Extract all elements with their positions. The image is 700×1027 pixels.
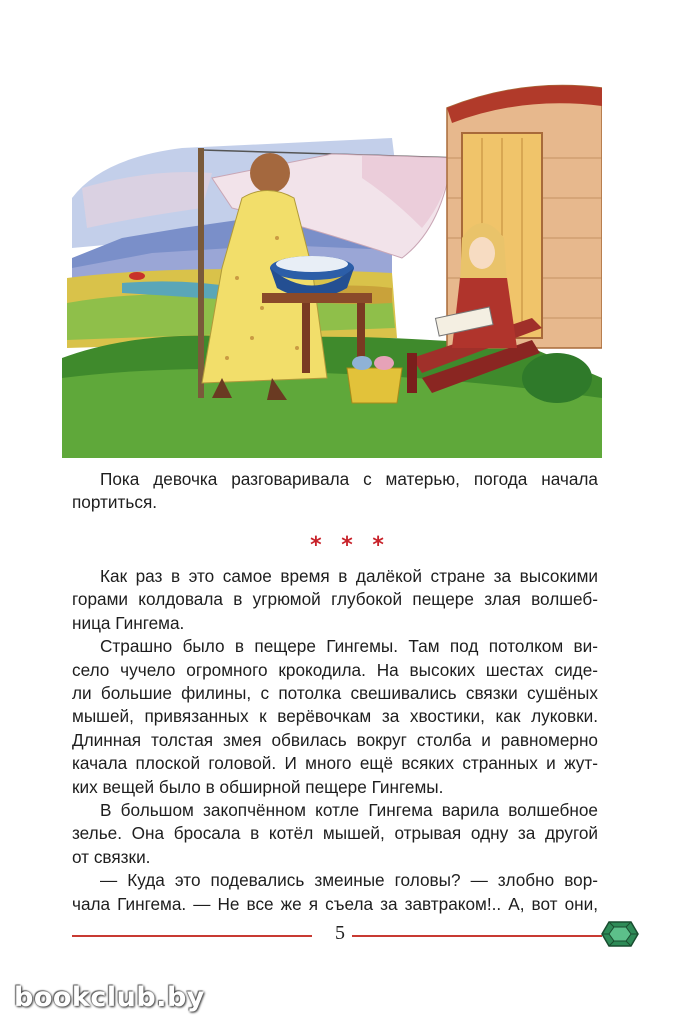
paragraph bbox=[72, 468, 598, 515]
watermark: bookclub.by bbox=[14, 982, 205, 1013]
text-line: мышей, привязанных к верёвочкам за хвостики, как луковки. bbox=[72, 706, 598, 727]
text-line: ких вещей было в обширной пещере Гингемы. bbox=[72, 776, 444, 797]
main-text bbox=[72, 565, 598, 916]
text-line: село чучело огромного крокодила. На высоких шестах сиде- bbox=[72, 659, 598, 680]
intro-paragraph bbox=[72, 468, 598, 515]
text-line: В большом закопчённом котле Гингема варила волшебное bbox=[100, 800, 598, 821]
text-line: Длинная толстая змея обвилась вокруг столба и равномерно bbox=[72, 729, 598, 750]
text-line: зелье. Она бросала в котёл мышей, отрывая одну за другой bbox=[72, 823, 598, 844]
text-line: ли большие филины, с потолка свешивались связки сушёных bbox=[72, 683, 598, 704]
text-line: чала Гингема. — Не все же я съела за завтраком!.. А, вот они, bbox=[72, 893, 598, 914]
book-illustration-icon bbox=[62, 78, 602, 458]
text-line: портиться. bbox=[72, 492, 158, 513]
emerald-icon bbox=[601, 918, 639, 950]
section-separator: * * * bbox=[310, 533, 390, 558]
paragraph bbox=[72, 565, 598, 635]
text-line: качала плоской головой. И много ещё всяких странных и жут- bbox=[72, 753, 598, 774]
paragraph bbox=[72, 635, 598, 799]
footer-rule-right bbox=[352, 935, 602, 937]
paragraph bbox=[72, 869, 598, 916]
paragraph bbox=[72, 799, 598, 869]
text-line: ница Гингема. bbox=[72, 612, 185, 633]
text-line: Пока девочка разговаривала с матерью, погода начала bbox=[100, 469, 598, 489]
text-line: Страшно было в пещере Гингемы. Там под потолком ви- bbox=[100, 636, 598, 657]
footer-rule-left bbox=[72, 935, 312, 937]
text-line: Как раз в это самое время в далёкой стране за высокими bbox=[100, 566, 598, 586]
page-number: 5 bbox=[335, 922, 345, 944]
text-line: от связки. bbox=[72, 846, 151, 867]
text-line: горами колдовала в угрюмой глубокой пещере злая волшеб- bbox=[72, 589, 598, 610]
text-line: — Куда это подевались змеиные головы? — злобно вор- bbox=[100, 870, 598, 891]
book-illustration bbox=[62, 78, 602, 458]
